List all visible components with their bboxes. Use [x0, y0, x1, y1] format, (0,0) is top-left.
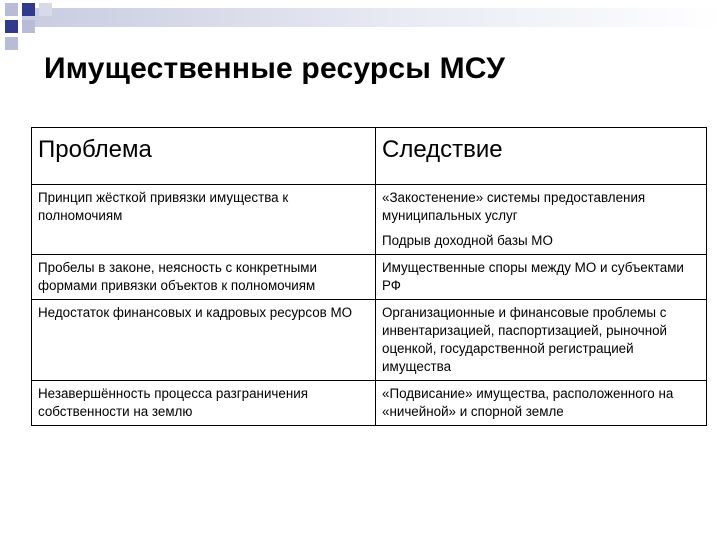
table-header-row — [32, 128, 707, 185]
decor-square — [5, 20, 18, 33]
table-row — [32, 300, 707, 381]
consequence-extra-text: Подрыв доходной базы МО — [382, 233, 553, 248]
problem-cell: Пробелы в законе, неясность с конкретными формами привязки объектов к полномочиям — [32, 255, 376, 300]
table-row — [32, 381, 707, 426]
slide-title: Имущественные ресурсы МСУ — [44, 52, 506, 85]
header-consequence: Следствие — [376, 128, 707, 185]
table-row — [32, 185, 707, 255]
problem-cell: Незавершённость процесса разграничения собственности на землю — [32, 381, 376, 426]
decor-square — [22, 3, 35, 16]
consequence-cell: Организационные и финансовые проблемы с инвентаризацией, паспортизацией, рыночной оценкой, государственной регистрацией имущества — [376, 300, 707, 381]
consequence-cell — [376, 185, 707, 255]
problem-cell: Принцип жёсткой привязки имущества к полномочиям — [32, 185, 376, 255]
header-gradient-bar — [22, 8, 720, 27]
decor-square — [5, 37, 18, 50]
problems-table — [31, 127, 707, 426]
consequence-cell: «Подвисание» имущества, расположенного на «ничейной» и спорной земле — [376, 381, 707, 426]
problem-cell: Недостаток финансовых и кадровых ресурсов МО — [32, 300, 376, 381]
header-problem: Проблема — [32, 128, 376, 185]
consequence-cell: Имущественные споры между МО и субъектами РФ — [376, 255, 707, 300]
decor-square — [39, 3, 52, 16]
table-row — [32, 255, 707, 300]
decor-square — [5, 3, 18, 16]
consequence-text: «Закостенение» системы предоставления муниципальных услуг — [382, 190, 646, 223]
decor-square — [22, 20, 35, 33]
